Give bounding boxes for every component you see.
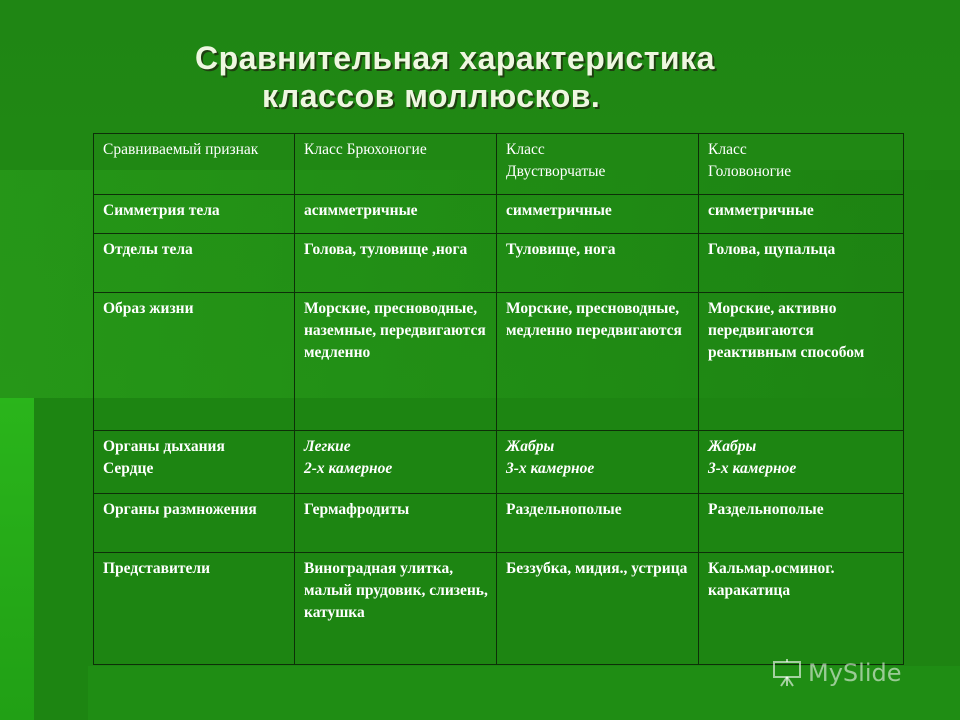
table-row [94, 293, 904, 431]
table-row [94, 431, 904, 494]
table-cell: Виноградная улитка, малый прудовик, слизень, катушка [295, 553, 497, 665]
header-cell: Сравниваемый признак [94, 134, 295, 195]
table-cell: Морские, активно передвигаются реактивным способом [699, 293, 904, 431]
table-cell: Жабры 3-х камерное [497, 431, 699, 494]
table-cell: Раздельнополые [497, 494, 699, 553]
table-row [94, 234, 904, 293]
row-label: Симметрия тела [94, 195, 295, 234]
table-cell: Туловище, нога [497, 234, 699, 293]
background-right-band [900, 190, 960, 670]
table-cell: Легкие 2-х камерное [295, 431, 497, 494]
slide-title-line-2: классов моллюсков. [262, 78, 601, 114]
row-label: Отделы тела [94, 234, 295, 293]
table-cell: симметричные [699, 195, 904, 234]
watermark [772, 658, 901, 688]
table-cell: Раздельнополые [699, 494, 904, 553]
header-cell: Класс Брюхоногие [295, 134, 497, 195]
slide-title [150, 38, 910, 116]
table-cell: Морские, пресноводные, медленно передвигаются [497, 293, 699, 431]
table-row [94, 553, 904, 665]
table-cell: симметричные [497, 195, 699, 234]
header-cell: Класс Двустворчатые [497, 134, 699, 195]
table-row [94, 494, 904, 553]
table-cell: Голова, туловище ,нога [295, 234, 497, 293]
table-cell: Гермафродиты [295, 494, 497, 553]
table-row [94, 195, 904, 234]
header-cell: Класс Головоногие [699, 134, 904, 195]
comparison-table [93, 133, 904, 665]
table-header-row [94, 134, 904, 195]
table-cell: асимметричные [295, 195, 497, 234]
projector-screen-icon [772, 658, 802, 688]
row-label: Органы дыхания Сердце [94, 431, 295, 494]
table-cell: Жабры 3-х камерное [699, 431, 904, 494]
table-cell: Голова, щупальца [699, 234, 904, 293]
table-cell: Беззубка, мидия., устрица [497, 553, 699, 665]
row-label: Органы размножения [94, 494, 295, 553]
row-label: Образ жизни [94, 293, 295, 431]
table-cell: Морские, пресноводные, наземные, передвигаются медленно [295, 293, 497, 431]
background-left-band [0, 398, 34, 720]
slide-title-line-1: Сравнительная характеристика [195, 40, 715, 76]
table-cell: Кальмар.осминог. каракатица [699, 553, 904, 665]
watermark-text: MySlide [808, 659, 902, 687]
row-label: Представители [94, 553, 295, 665]
